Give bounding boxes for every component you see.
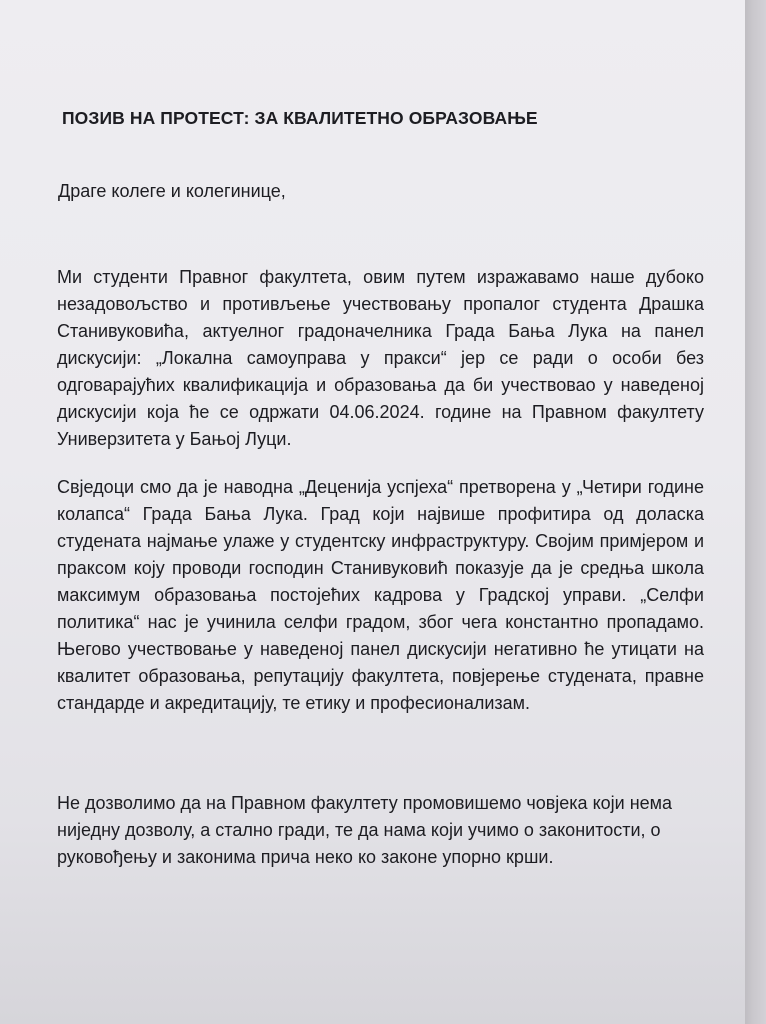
document-title: ПОЗИВ НА ПРОТЕСТ: ЗА КВАЛИТЕТНО ОБРАЗОВАЊЕ — [62, 108, 538, 128]
greeting: Драге колеге и колегинице, — [58, 181, 286, 201]
background-edge — [745, 0, 766, 1024]
paragraph-2: Свједоци смо да је наводна „Деценија успјеха“ претворена у „Четири године колапса“ Града Бања Лука. Град који највише профитира од доласка студената најмање улаже у студентску инфраструктуру. Својим примјером и праксом коју проводи господин Станивуковић показује да је средња школа максимум образовања постојећих кадрова у Градској управи. „Селфи политика“ нас је учинила селфи градом, због чега константно пропадамо. Његово учествовање у наведеној панел дискусији негативно ће утицати на квалитет образовања, репутацију факултета, повјерење студената, правне стандарде и акредитацију, те етику и професионализам. — [57, 477, 704, 713]
paragraph-1: Ми студенти Правног факултета, овим путем изражавамо наше дубоко незадовољство и противљење учествовању пропалог студента Драшка Станивуковића, актуелног градоначелника Града Бања Лука на панел дискусији: „Локална самоуправа у пракси“ јер се ради о особи без одговарајућих квалификација и образовања да би учествовао у наведеној дискусији која ће се одржати 04.06.2024. године на Правном факултету Универзитета у Бањој Луци. — [57, 267, 704, 449]
paragraph-3: Не дозволимо да на Правном факултету промовишемо човјека који нема ниједну дозволу, а стално гради, те да нама који учимо о законитости, о руковођењу и законима прича неко ко законе упорно крши. — [57, 793, 673, 867]
